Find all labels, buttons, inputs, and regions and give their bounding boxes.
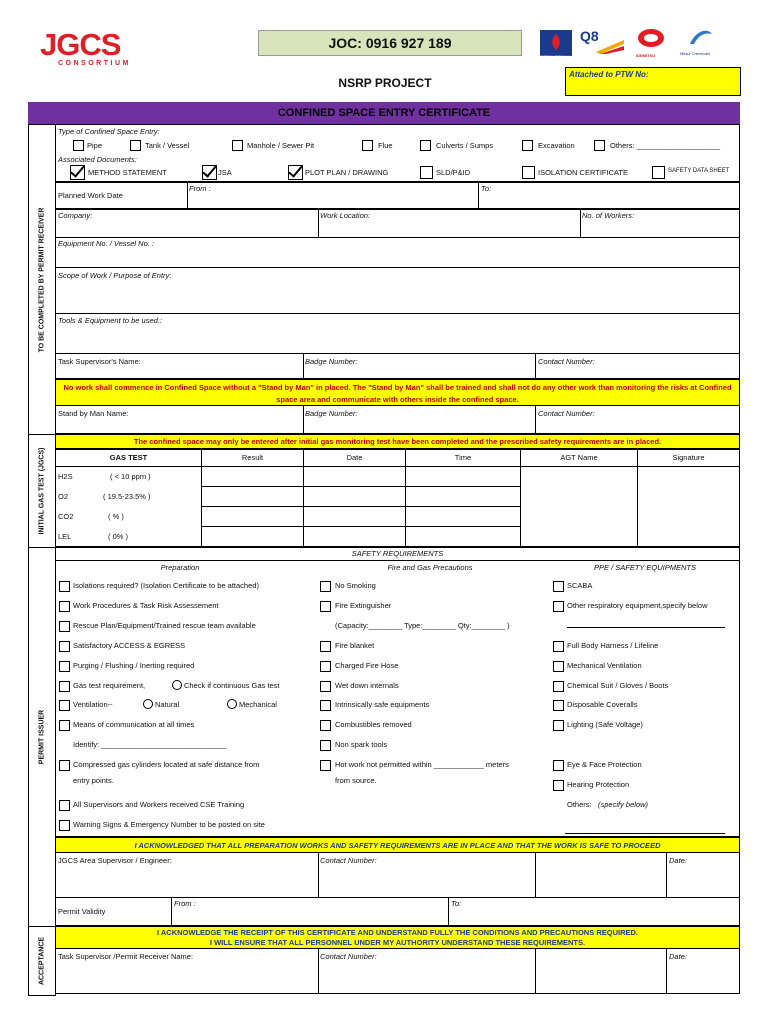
checkbox-sld-pid[interactable] [420,166,433,179]
gas-row: H2S [58,472,73,481]
logo-main: JGCS [40,27,121,62]
respiratory-specify-line [567,627,725,628]
checkbox-pipe[interactable] [73,140,84,151]
checkbox-mech-ventilation[interactable] [553,661,564,672]
acceptance-blank-field[interactable] [535,948,667,994]
checkbox-combustibles[interactable] [320,720,331,731]
date-cell[interactable] [303,506,406,527]
time-cell[interactable] [405,486,521,507]
checkbox-scaba[interactable] [553,581,564,592]
prep-item: Compressed gas cylinders located at safe distance from [73,760,260,769]
time-cell[interactable] [405,466,521,487]
checkbox-others[interactable] [594,140,605,151]
checkbox-coveralls[interactable] [553,700,564,711]
work-location-label: Work Location: [320,211,371,220]
prep-item: All Supervisors and Workers received CSE Training [73,800,245,809]
company-field[interactable] [55,209,319,238]
doc-plot-plan: PLOT PLAN / DRAWING [305,168,389,177]
badge-label: Badge Number: [305,357,358,366]
checkbox-gas-test[interactable] [59,681,70,692]
fire-item: Fire blanket [335,641,375,650]
prep-item: Rescue Plan/Equipment/Trained rescue team available [73,621,256,630]
checkbox-jsa[interactable] [202,165,217,180]
checkbox-isolation-certificate[interactable] [522,166,535,179]
time-cell[interactable] [405,506,521,527]
fire-item: Combustibles removed [335,720,412,729]
prep-item: Gas test requirement, [73,681,146,690]
checkbox-fire-hose[interactable] [320,661,331,672]
side-permit-issuer: PERMIT ISSUER [28,547,56,927]
date-header: Date [346,453,363,462]
gas-header: GAS TEST [109,453,148,462]
natural-label: Natural [155,700,180,709]
fire-capacity-line: (Capacity:________ Type:________ Qty:________ ) [335,621,510,630]
radio-mechanical[interactable] [227,699,237,709]
joc-number: JOC: 0916 927 189 [258,30,522,56]
ppe-specify-label: (specify below) [598,800,649,809]
planned-from-label: From : [189,184,211,193]
checkbox-warning-signs[interactable] [59,820,70,831]
checkbox-communication[interactable] [59,720,70,731]
checkbox-hot-work[interactable] [320,760,331,771]
side-gas-test: INITIAL GAS TEST (JGCS) [28,434,56,548]
checkbox-eye-face[interactable] [553,760,564,771]
scope-label: Scope of Work / Purpose of Entry: [58,271,172,280]
jgcs-logo [40,27,158,70]
validity-to-label: To: [451,899,462,908]
ppe-item: Other respiratory equipment,specify below [567,601,708,610]
gas-notice: The confined space may only be entered after initial gas monitoring test have been completed and the prescribed safety requirements are in placed. [55,434,740,449]
gas-range: ( < 10 ppm ) [110,472,151,481]
doc-method-statement: METHOD STATEMENT [88,168,167,177]
tools-label: Tools & Equipment to be used.: [58,316,162,325]
petrovietnam-logo [538,28,574,60]
type-pipe: Pipe [87,141,103,150]
validity-label: Permit Validity [58,907,106,916]
result-cell[interactable] [201,486,304,507]
gas-row: LEL [58,532,72,541]
prep-item: Means of communication at all times [73,720,195,729]
badge2-label: Badge Number: [305,409,358,418]
checkbox-ventilation[interactable] [59,700,70,711]
checkbox-method-statement[interactable] [70,165,85,180]
mitsui-logo: Mitsui Chemicals [680,28,726,60]
checkbox-safety-data-sheet[interactable] [652,166,665,179]
doc-jsa: JSA [218,168,232,177]
checkbox-fire-blanket[interactable] [320,641,331,652]
doc-sld-pid: SLD/P&ID [436,168,471,177]
validity-from-label: From : [174,899,196,908]
agt-header: AGT Name [560,453,598,462]
gas-range: ( % ) [108,512,124,521]
fire-item: Hot work not permitted within ____________ meters [335,760,509,769]
prep-item: Satisfactory ACCESS & EGRESS [73,641,186,650]
gas-row: O2 [58,492,69,501]
col-preparation: Preparation [160,563,200,572]
equipment-field[interactable] [55,237,740,268]
checkbox-manhole[interactable] [232,140,243,151]
col-ppe: PPE / SAFETY EQUIPMENTS [594,563,696,572]
ppe-item: SCABA [567,581,593,590]
fire-item: No Smoking [335,581,376,590]
checkbox-flue[interactable] [362,140,373,151]
date-cell[interactable] [303,526,406,547]
result-cell[interactable] [201,526,304,547]
gas-row: CO2 [58,512,74,521]
checkbox-rescue-plan[interactable] [59,621,70,632]
project-title: NSRP PROJECT [338,76,432,90]
ptw-label: Attached to PTW No: [569,70,649,79]
fire-item: Wet down internals [335,681,399,690]
issuer-ack: I ACKNOWLEDGED THAT ALL PREPARATION WORKS AND SAFETY REQUIREMENTS ARE IN PLACE AND THAT THE WORK IS SAFE TO PROCEED [55,837,740,853]
ppe-item: Hearing Protection [567,780,630,789]
type-manhole: Manhole / Sewer Pit [247,141,315,150]
gas-range: ( 19.5-23.5% ) [103,492,151,501]
contact2-label: Contact Number: [538,409,595,418]
doc-isolation-certificate: ISOLATION CERTIFICATE [538,168,629,177]
time-header: Time [454,453,472,462]
prep-item: Purging / Flushing / Inerting required [73,661,195,670]
standby-name-label: Stand by Man Name: [58,409,129,418]
signature-header: Signature [672,453,705,462]
acceptance-ack-line1: I ACKNOWLEDGE THE RECEIPT OF THIS CERTIFICATE AND UNDERSTAND FULLY THE CONDITIONS AND PRECAUTIONS REQUIRED. [157,928,638,937]
checkbox-non-spark[interactable] [320,740,331,751]
planned-from-field[interactable] [187,182,479,209]
checkbox-compressed-gas[interactable] [59,760,70,771]
issuer-date-label: Date: [669,856,687,865]
planned-to-label: To: [481,184,492,193]
date-cell[interactable] [303,486,406,507]
prep-item: Isolations required? (Isolation Certificate to be attached) [73,581,259,590]
checkbox-fire-extinguisher[interactable] [320,601,331,612]
type-excavation: Excavation [538,141,575,150]
permit-receiver-label: Task Supervisor /Permit Receiver Name: [58,952,194,961]
q8-logo: Q8 [580,28,628,60]
ppe-item: Chemical Suit / Gloves / Boots [567,681,669,690]
task-supervisor-label: Task Supervisor's Name: [58,357,141,366]
gas-check-label: Check if continuous Gas test [184,681,280,690]
checkbox-wet-down[interactable] [320,681,331,692]
validity-from-field[interactable] [171,897,449,926]
checkbox-cse-training[interactable] [59,800,70,811]
checkbox-intrinsically-safe[interactable] [320,700,331,711]
acceptance-ack [55,926,740,949]
checkbox-purging[interactable] [59,661,70,672]
checkbox-no-smoking[interactable] [320,581,331,592]
checkbox-culverts[interactable] [420,140,431,151]
checkbox-hearing[interactable] [553,780,564,791]
checkbox-chemical-suit[interactable] [553,681,564,692]
time-cell[interactable] [405,526,521,547]
ppe-item: Eye & Face Protection [567,760,642,769]
ppe-item: Full Body Harness / Lifeline [567,641,659,650]
checkbox-plot-plan[interactable] [288,165,303,180]
logo-sub: CONSORTIUM [58,60,131,67]
radio-continuous-gas[interactable] [172,680,182,690]
type-tank: Tank / Vessel [145,141,190,150]
fire-item: Charged Fire Hose [335,661,399,670]
company-label: Company: [58,211,93,220]
doc-safety-data-sheet: SAFETY DATA SHEET [668,168,730,174]
prep-item: Ventilation-- [73,700,113,709]
no-workers-label: No. of Workers: [582,211,635,220]
fire-item: from source. [335,776,377,785]
side-receiver: TO BE COMPLETED BY PERMIT RECEIVER [28,124,56,435]
prep-item: Warning Signs & Emergency Number to be posted on site [73,820,265,829]
result-header: Result [241,453,264,462]
equipment-label: Equipment No. / Vessel No. : [58,239,155,248]
col-fire: Fire and Gas Precautions [387,563,473,572]
date-cell[interactable] [303,466,406,487]
ptw-number-field[interactable] [565,67,741,96]
ppe-item: Lighting (Safe Voltage) [567,720,643,729]
acceptance-ack-line2: I WILL ENSURE THAT ALL PERSONNEL UNDER MY AUTHORITY UNDERSTAND THESE REQUIREMENTS. [209,938,586,947]
identify-line: Identify: ______________________________ [73,740,227,749]
mechanical-label: Mechanical [239,700,277,709]
gas-range: ( 0% ) [108,532,129,541]
agt-name-field[interactable] [520,466,638,547]
area-supervisor-label: JGCS Area Supervisor / Engineer: [58,856,172,865]
checkbox-harness[interactable] [553,641,564,652]
signature-field[interactable] [637,466,740,547]
fire-item: Non spark tools [335,740,388,749]
checkbox-tank[interactable] [130,140,141,151]
checkbox-work-procedures[interactable] [59,601,70,612]
checkbox-isolations[interactable] [59,581,70,592]
standby-notice: No work shall commence in Confined Space without a "Stand by Man" in placed. The "Stand by Man" shall be trained and shall not do any other work than monitoring the risks at Confined space area and communicate with others inside the confined space. [55,379,740,406]
certificate-banner: CONFINED SPACE ENTRY CERTIFICATE [28,102,740,124]
type-flue: Flue [378,141,393,150]
entry-type-label: Type of Confined Space Entry: [58,127,160,136]
type-others: Others: ____________________ [610,141,721,150]
result-cell[interactable] [201,506,304,527]
ppe-item: Mechanical Ventilation [567,661,642,670]
petrovietnam-label: PETROVIETNAM [538,54,570,59]
checkbox-other-respiratory[interactable] [553,601,564,612]
checkbox-lighting[interactable] [553,720,564,731]
checkbox-excavation[interactable] [522,140,533,151]
side-acceptance: ACCEPTANCE [28,926,56,996]
ppe-others-label: Others: [567,800,592,809]
issuer-blank-field[interactable] [535,852,667,898]
fire-item: Fire Extinguisher [335,601,392,610]
planned-date-label: Planned Work Date [58,191,123,200]
safety-title: SAFETY REQUIREMENTS [351,549,444,558]
acceptance-date-label: Date: [669,952,687,961]
type-culverts: Culverts / Sumps [436,141,494,150]
ppe-others-line [565,833,725,834]
contact-label: Contact Number: [538,357,595,366]
idemitsu-logo: IDEMITSU [636,28,676,60]
result-cell[interactable] [201,466,304,487]
prep-item: Work Procedures & Task Risk Assessement [73,601,219,610]
radio-natural[interactable] [143,699,153,709]
ppe-item: Disposable Coveralls [567,700,638,709]
acceptance-contact-label: Contact Number: [320,952,377,961]
issuer-contact-label: Contact Number: [320,856,377,865]
prep-item: entry points. [73,776,114,785]
fire-item: Intrinsically safe equipments [335,700,430,709]
docs-label: Associated Documents: [58,155,137,164]
validity-to-field[interactable] [448,897,740,926]
planned-to-field[interactable] [478,182,740,209]
checkbox-access-egress[interactable] [59,641,70,652]
